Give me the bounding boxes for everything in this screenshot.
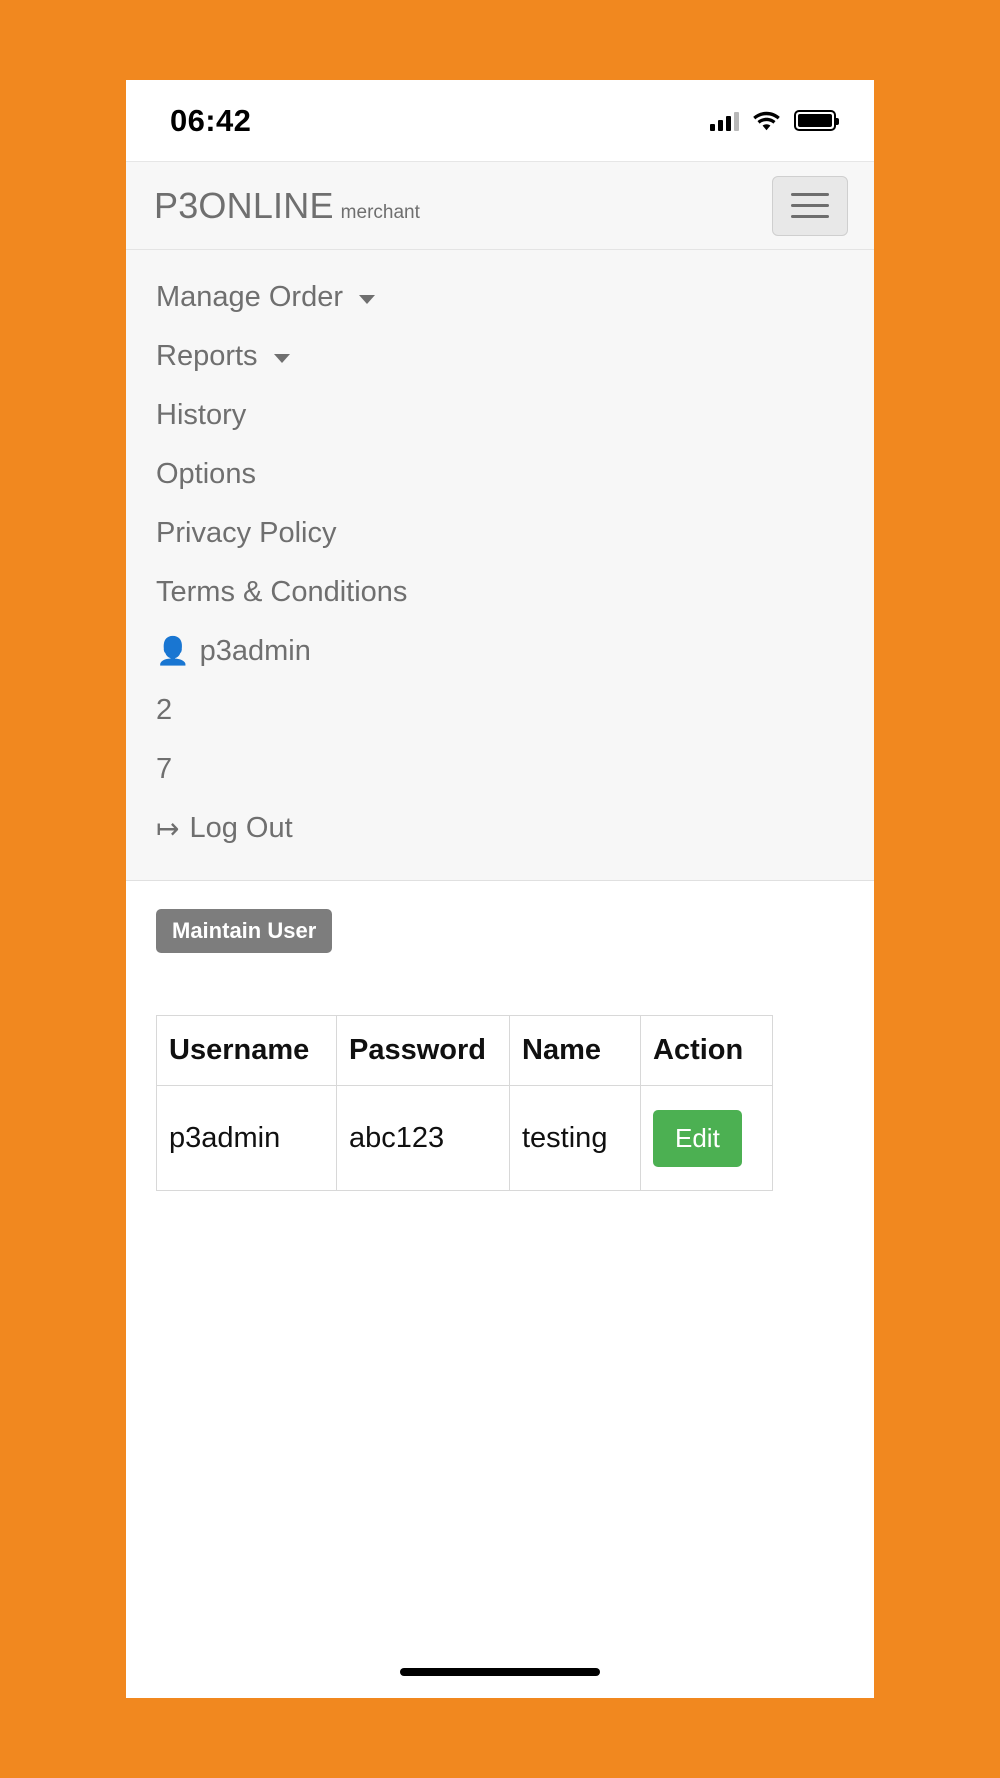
cell-password: abc123: [337, 1086, 510, 1191]
column-header-username: Username: [157, 1016, 337, 1086]
cellular-signal-icon: [710, 111, 739, 131]
brand-subtitle: merchant: [340, 201, 420, 223]
menu-item-count-2[interactable]: [126, 681, 874, 740]
menu-item-label: Reports: [156, 340, 258, 372]
menu-item-label: Manage Order: [156, 281, 343, 313]
app-navbar: [126, 162, 874, 250]
home-indicator[interactable]: [400, 1668, 600, 1676]
menu-item-manage-order[interactable]: [126, 268, 874, 327]
battery-full-icon: [794, 110, 836, 131]
column-header-password: Password: [337, 1016, 510, 1086]
menu-item-privacy-policy[interactable]: [126, 504, 874, 563]
menu-item-label: Log Out: [189, 812, 293, 844]
column-header-name: Name: [510, 1016, 641, 1086]
chevron-down-icon: [359, 295, 375, 304]
menu-item-account[interactable]: [126, 622, 874, 681]
logout-icon: ↦: [156, 812, 180, 844]
menu-item-history[interactable]: [126, 386, 874, 445]
page-title-badge: Maintain User: [156, 909, 332, 953]
menu-item-label: Privacy Policy: [156, 517, 337, 549]
nav-menu: [126, 250, 874, 881]
menu-item-terms-conditions[interactable]: [126, 563, 874, 622]
table-header-row: [157, 1016, 773, 1086]
chevron-down-icon: [274, 354, 290, 363]
hamburger-menu-icon[interactable]: [772, 176, 848, 236]
main-content: [126, 881, 874, 1191]
edit-button[interactable]: Edit: [653, 1110, 742, 1167]
table-row: [157, 1086, 773, 1191]
wifi-icon: [753, 111, 780, 131]
menu-item-label: 2: [156, 694, 173, 726]
menu-item-label: p3admin: [199, 635, 311, 667]
menu-item-options[interactable]: [126, 445, 874, 504]
brand-name: P3ONLINE: [154, 184, 334, 226]
status-bar-time: 06:42: [170, 102, 252, 138]
column-header-action: Action: [641, 1016, 773, 1086]
cell-username: p3admin: [157, 1086, 337, 1191]
menu-item-label: History: [156, 399, 247, 431]
phone-screen: [126, 80, 874, 1698]
menu-item-label: 7: [156, 753, 173, 785]
cell-name: testing: [510, 1086, 641, 1191]
brand-logo[interactable]: [154, 185, 420, 227]
cell-action: [641, 1086, 773, 1191]
user-table: [156, 1015, 773, 1191]
menu-item-reports[interactable]: [126, 327, 874, 386]
user-table-container: [156, 1015, 844, 1191]
menu-item-log-out[interactable]: [126, 799, 874, 858]
menu-item-count-7[interactable]: [126, 740, 874, 799]
menu-item-label: Terms & Conditions: [156, 576, 408, 608]
status-bar-icons: [710, 110, 836, 131]
menu-item-label: Options: [156, 458, 256, 490]
status-bar: [126, 80, 874, 162]
user-icon: 👤: [156, 636, 190, 666]
